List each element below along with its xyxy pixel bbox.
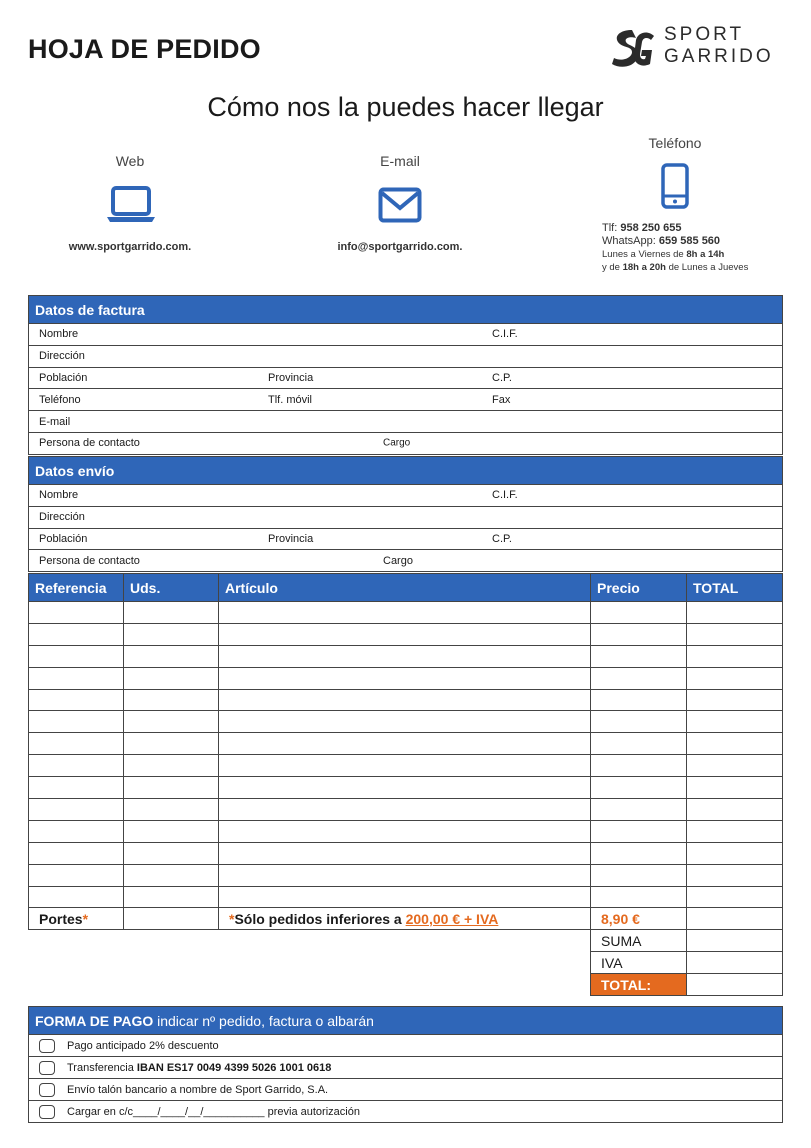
col-header-reference: Referencia — [29, 574, 124, 602]
mail-icon — [378, 187, 422, 228]
item-cell-reference[interactable] — [29, 820, 124, 842]
iva-row — [29, 952, 783, 974]
billing-phone-row[interactable] — [29, 389, 783, 411]
item-cell-reference[interactable] — [29, 711, 124, 733]
payment-table — [28, 1006, 783, 1123]
logo-text-garrido: GARRIDO — [664, 46, 774, 67]
item-cell-article[interactable] — [219, 733, 591, 755]
billing-address-label: Dirección — [39, 350, 85, 363]
billing-zip-label: C.P. — [492, 371, 512, 384]
table-row — [29, 777, 783, 799]
billing-name-label: Nombre — [39, 328, 79, 341]
item-cell-price[interactable] — [591, 602, 687, 624]
phone-details — [602, 222, 748, 274]
web-label: Web — [115, 153, 145, 169]
item-cell-reference[interactable] — [29, 886, 124, 908]
item-cell-article[interactable] — [219, 711, 591, 733]
shipping-address-row[interactable] — [29, 506, 783, 528]
payment-checkbox-3[interactable] — [39, 1083, 55, 1097]
shipping-position-label: Cargo — [383, 554, 413, 567]
iva-value-cell[interactable] — [687, 952, 783, 974]
payment-header — [29, 1007, 783, 1035]
email-label: E-mail — [380, 153, 420, 169]
shipping-zip-label: C.P. — [492, 532, 512, 545]
item-cell-reference[interactable] — [29, 645, 124, 667]
table-row — [29, 820, 783, 842]
item-cell-article[interactable] — [219, 777, 591, 799]
payment-checkbox-4[interactable] — [39, 1105, 55, 1119]
item-cell-reference[interactable] — [29, 755, 124, 777]
item-cell-units[interactable] — [124, 645, 219, 667]
logo-text-sport: SPORT — [664, 24, 745, 45]
item-cell-reference[interactable] — [29, 602, 124, 624]
item-cell-price[interactable] — [591, 733, 687, 755]
payment-option-1-label: Pago anticipado 2% descuento — [67, 1039, 219, 1052]
table-row — [29, 711, 783, 733]
shipping-table — [28, 456, 783, 572]
item-cell-units[interactable] — [124, 864, 219, 886]
billing-province-label: Provincia — [268, 371, 314, 384]
hours2-pre: y de — [602, 262, 620, 273]
payment-option-2-label: Transferencia — [67, 1061, 134, 1074]
item-cell-units[interactable] — [124, 667, 219, 689]
item-cell-price[interactable] — [591, 820, 687, 842]
shipping-city-label: Población — [39, 532, 88, 545]
billing-city-row[interactable] — [29, 367, 783, 389]
item-cell-units[interactable] — [124, 842, 219, 864]
payment-option-3-label: Envío talón bancario a nombre de Sport Garrido, S.A. — [67, 1083, 329, 1096]
table-row — [29, 842, 783, 864]
item-cell-total[interactable] — [687, 667, 783, 689]
item-cell-total[interactable] — [687, 864, 783, 886]
billing-address-row[interactable] — [29, 345, 783, 367]
contact-subtitle: Cómo nos la puedes hacer llegar — [207, 92, 604, 122]
tlf-label: Tlf: — [602, 222, 618, 234]
item-cell-reference[interactable] — [29, 799, 124, 821]
item-cell-price[interactable] — [591, 842, 687, 864]
portes-star: * — [82, 910, 89, 927]
iva-label: IVA — [591, 952, 687, 974]
item-cell-units[interactable] — [124, 820, 219, 842]
portes-note-cell — [219, 908, 591, 930]
billing-position-label: Cargo — [383, 437, 411, 449]
billing-mobile-label: Tlf. móvil — [268, 393, 312, 406]
item-cell-units[interactable] — [124, 689, 219, 711]
table-row — [29, 733, 783, 755]
item-cell-units[interactable] — [124, 711, 219, 733]
payment-checkbox-2[interactable] — [39, 1061, 55, 1075]
portes-threshold: 200,00 € + IVA — [405, 910, 499, 927]
item-cell-article[interactable] — [219, 820, 591, 842]
web-link[interactable]: www.sportgarrido.com. — [68, 241, 192, 253]
email-link[interactable]: info@sportgarrido.com. — [337, 241, 463, 253]
grand-total-row — [29, 974, 783, 996]
shipping-contact-row[interactable] — [29, 550, 783, 572]
portes-price: 8,90 € — [591, 908, 687, 930]
item-cell-reference[interactable] — [29, 623, 124, 645]
table-row — [29, 667, 783, 689]
whatsapp-number[interactable]: 659 585 560 — [658, 235, 721, 247]
billing-fax-label: Fax — [492, 393, 511, 406]
item-cell-article[interactable] — [219, 689, 591, 711]
item-cell-total[interactable] — [687, 733, 783, 755]
billing-city-label: Población — [39, 371, 88, 384]
item-cell-units[interactable] — [124, 623, 219, 645]
portes-total-cell[interactable] — [687, 908, 783, 930]
shipping-cif-label: C.I.F. — [492, 489, 518, 502]
table-row — [29, 623, 783, 645]
hours1-pre: Lunes a Viernes de — [602, 249, 684, 260]
portes-label: Portes — [39, 910, 83, 927]
item-cell-article[interactable] — [219, 842, 591, 864]
payment-checkbox-1[interactable] — [39, 1039, 55, 1053]
item-cell-price[interactable] — [591, 886, 687, 908]
item-cell-total[interactable] — [687, 842, 783, 864]
hours2: 18h a 20h — [622, 262, 666, 273]
payment-option-2[interactable] — [29, 1057, 783, 1079]
shipping-name-label: Nombre — [39, 489, 79, 502]
item-cell-units[interactable] — [124, 602, 219, 624]
item-cell-reference[interactable] — [29, 689, 124, 711]
table-row — [29, 755, 783, 777]
payment-option-4[interactable] — [29, 1101, 783, 1123]
shipping-contact-label: Persona de contacto — [39, 554, 140, 567]
portes-label-cell — [29, 908, 124, 930]
item-cell-article[interactable] — [219, 602, 591, 624]
item-cell-total[interactable] — [687, 755, 783, 777]
item-cell-article[interactable] — [219, 799, 591, 821]
shipping-city-row[interactable] — [29, 528, 783, 550]
phone-label: Teléfono — [648, 135, 702, 151]
grand-total-label: TOTAL: — [591, 974, 687, 996]
item-cell-units[interactable] — [124, 755, 219, 777]
item-cell-article[interactable] — [219, 623, 591, 645]
sport-garrido-logo — [610, 24, 785, 70]
table-row — [29, 799, 783, 821]
laptop-icon — [106, 186, 156, 229]
item-cell-price[interactable] — [591, 864, 687, 886]
shipping-province-label: Provincia — [268, 532, 314, 545]
item-cell-article[interactable] — [219, 755, 591, 777]
sum-label: SUMA — [591, 930, 687, 952]
item-cell-price[interactable] — [591, 799, 687, 821]
portes-note-star: * — [229, 910, 235, 927]
table-row — [29, 864, 783, 886]
item-cell-reference[interactable] — [29, 667, 124, 689]
billing-cif-label: C.I.F. — [492, 328, 518, 341]
billing-email-row[interactable] — [29, 411, 783, 433]
table-row — [29, 602, 783, 624]
item-cell-article[interactable] — [219, 886, 591, 908]
item-cell-total[interactable] — [687, 820, 783, 842]
table-row — [29, 689, 783, 711]
item-cell-total[interactable] — [687, 777, 783, 799]
billing-contact-row[interactable] — [29, 432, 783, 454]
sum-row — [29, 930, 783, 952]
col-header-price: Precio — [591, 574, 687, 602]
item-cell-units[interactable] — [124, 733, 219, 755]
item-cell-total[interactable] — [687, 602, 783, 624]
shipping-cost-row — [29, 908, 783, 930]
item-cell-price[interactable] — [591, 777, 687, 799]
item-cell-total[interactable] — [687, 645, 783, 667]
page-title: HOJA DE PEDIDO — [28, 34, 261, 64]
billing-header: Datos de factura — [29, 296, 783, 324]
payment-option-4-label: Cargar en c/c____/____/__/__________ previa autorización — [67, 1105, 360, 1118]
items-header-row — [29, 574, 783, 602]
item-cell-price[interactable] — [591, 689, 687, 711]
item-cell-reference[interactable] — [29, 777, 124, 799]
item-cell-total[interactable] — [687, 623, 783, 645]
grand-total-value-cell[interactable] — [687, 974, 783, 996]
hours1: 8h a 14h — [686, 249, 725, 260]
item-cell-reference[interactable] — [29, 733, 124, 755]
item-cell-price[interactable] — [591, 623, 687, 645]
portes-note: Sólo pedidos inferiores a — [234, 910, 402, 927]
item-cell-article[interactable] — [219, 864, 591, 886]
table-row — [29, 886, 783, 908]
portes-units-cell[interactable] — [124, 908, 219, 930]
shipping-address-label: Dirección — [39, 511, 85, 524]
payment-header-note: indicar nº pedido, factura o albarán — [157, 1012, 374, 1029]
tlf-number[interactable]: 958 250 655 — [620, 222, 682, 234]
hours2-post: de Lunes a Jueves — [668, 262, 749, 273]
col-header-units: Uds. — [124, 574, 219, 602]
email-value-wrap — [310, 241, 490, 253]
item-cell-total[interactable] — [687, 799, 783, 821]
sum-value-cell[interactable] — [687, 930, 783, 952]
item-cell-total[interactable] — [687, 711, 783, 733]
col-header-article: Artículo — [219, 574, 591, 602]
item-cell-units[interactable] — [124, 777, 219, 799]
item-cell-price[interactable] — [591, 755, 687, 777]
sg-logo-icon — [610, 26, 656, 70]
item-cell-price[interactable] — [591, 667, 687, 689]
payment-iban: IBAN ES17 0049 4399 5026 1001 0618 — [136, 1061, 332, 1074]
item-cell-reference[interactable] — [29, 842, 124, 864]
web-label-wrap — [80, 153, 180, 169]
order-items-table — [28, 573, 783, 996]
web-value-wrap — [40, 241, 220, 253]
shipping-name-row[interactable] — [29, 485, 783, 507]
billing-table — [28, 295, 783, 455]
payment-option-1[interactable] — [29, 1035, 783, 1057]
email-label-wrap — [350, 153, 450, 169]
phone-label-wrap — [625, 135, 725, 151]
whatsapp-label: WhatsApp: — [602, 235, 656, 247]
payment-header-title: FORMA DE PAGO — [35, 1012, 154, 1029]
table-row — [29, 645, 783, 667]
item-cell-units[interactable] — [124, 886, 219, 908]
item-cell-reference[interactable] — [29, 864, 124, 886]
item-cell-total[interactable] — [687, 886, 783, 908]
item-cell-article[interactable] — [219, 667, 591, 689]
payment-option-3[interactable] — [29, 1079, 783, 1101]
item-cell-units[interactable] — [124, 799, 219, 821]
smartphone-icon — [661, 163, 689, 214]
item-cell-total[interactable] — [687, 689, 783, 711]
billing-phone-label: Teléfono — [39, 393, 81, 406]
item-cell-price[interactable] — [591, 711, 687, 733]
item-cell-article[interactable] — [219, 645, 591, 667]
billing-name-row[interactable] — [29, 324, 783, 346]
billing-email-label: E-mail — [39, 415, 71, 428]
billing-contact-label: Persona de contacto — [39, 437, 140, 450]
col-header-total: TOTAL — [687, 574, 783, 602]
item-cell-price[interactable] — [591, 645, 687, 667]
shipping-header: Datos envío — [29, 457, 783, 485]
